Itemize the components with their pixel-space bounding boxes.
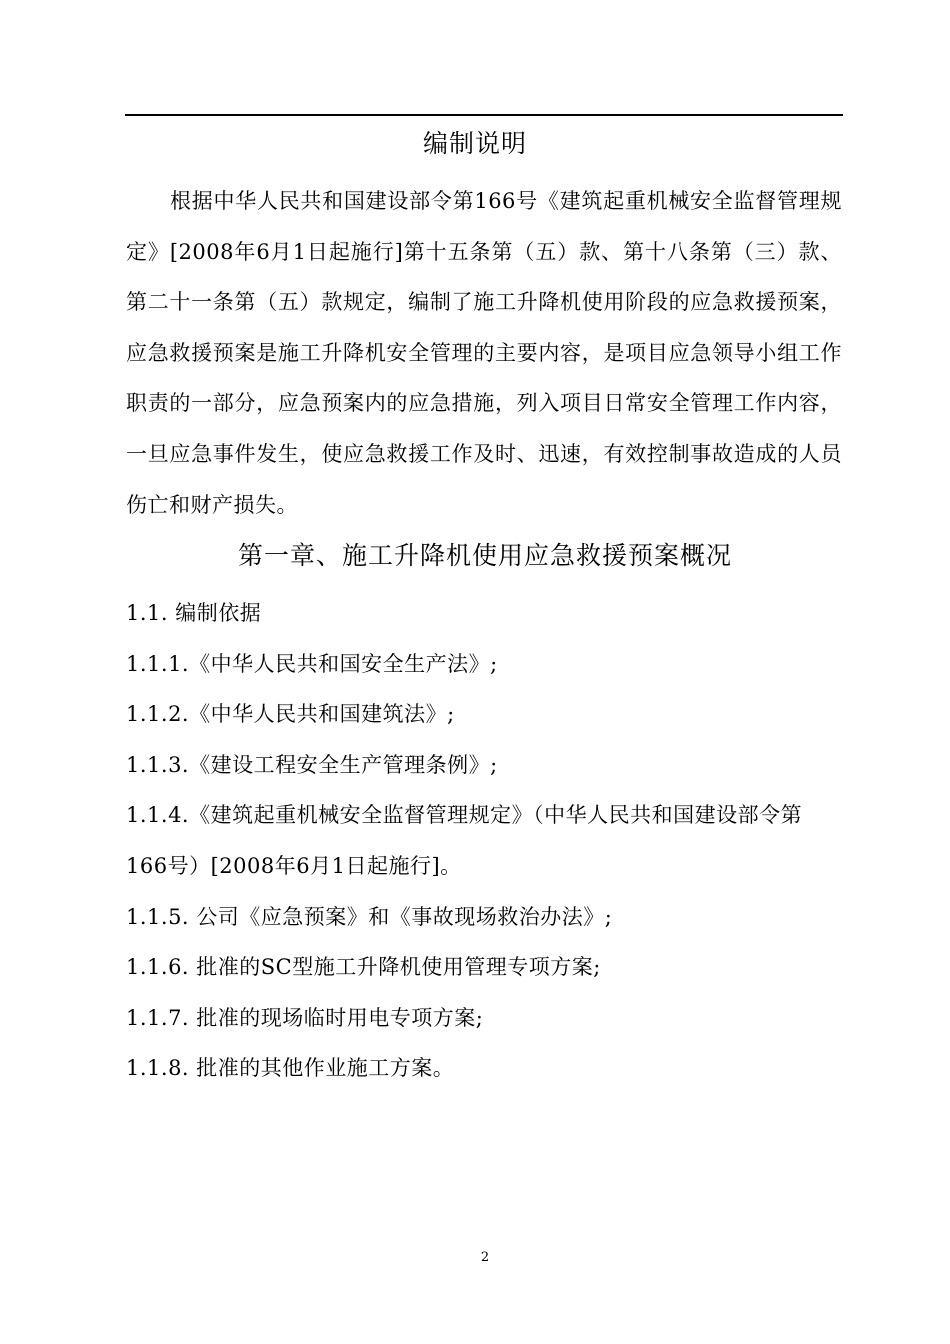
basis-list — [126, 588, 842, 1094]
document-title: 编制说明 — [422, 129, 527, 158]
list-item: 1.1.5. 公司《应急预案》和《事故现场救治办法》; — [126, 904, 613, 929]
list-item: 1.1.7. 批准的现场临时用电专项方案; — [126, 1005, 484, 1030]
list-item: 1.1.2.《中华人民共和国建筑法》; — [126, 702, 455, 727]
list-item: 1.1.8. 批准的其他作业施工方案。 — [126, 1056, 455, 1081]
chapter-heading: 第一章、施工升降机使用应急救援预案概况 — [237, 541, 732, 570]
list-item: 1.1.1.《中华人民共和国安全生产法》; — [126, 651, 498, 676]
header-rule — [125, 114, 843, 116]
list-item: 1.1.6. 批准的SC型施工升降机使用管理专项方案; — [126, 955, 601, 980]
list-item: 1.1.3.《建设工程安全生产管理条例》; — [126, 752, 498, 777]
intro-paragraph: 根据中华人民共和国建设部令第166号《建筑起重机械安全监督管理规定》[2008年6月1日起施行]第十五条第（五）款、第十八条第（三）款、第二十一条第（五）款规定，编制了施工升降机使用阶段的应急救援预案，应急救援预案是施工升降机安全管理的主要内容，是项目应急领导小组工作职责的一部分，应急预案内的应急措施，列入项目日常安全管理工作内容，一旦应急事件发生，使应急救援工作及时、迅速，有效控制事故造成的人员伤亡和财产损失。 — [126, 189, 842, 517]
list-item: 1.1.4.《建筑起重机械安全监督管理规定》（中华人民共和国建设部令第166号）[2008年6月1日起施行]。 — [126, 803, 803, 878]
page-number: 2 — [480, 1250, 490, 1265]
list-item: 1.1. 编制依据 — [126, 601, 262, 625]
